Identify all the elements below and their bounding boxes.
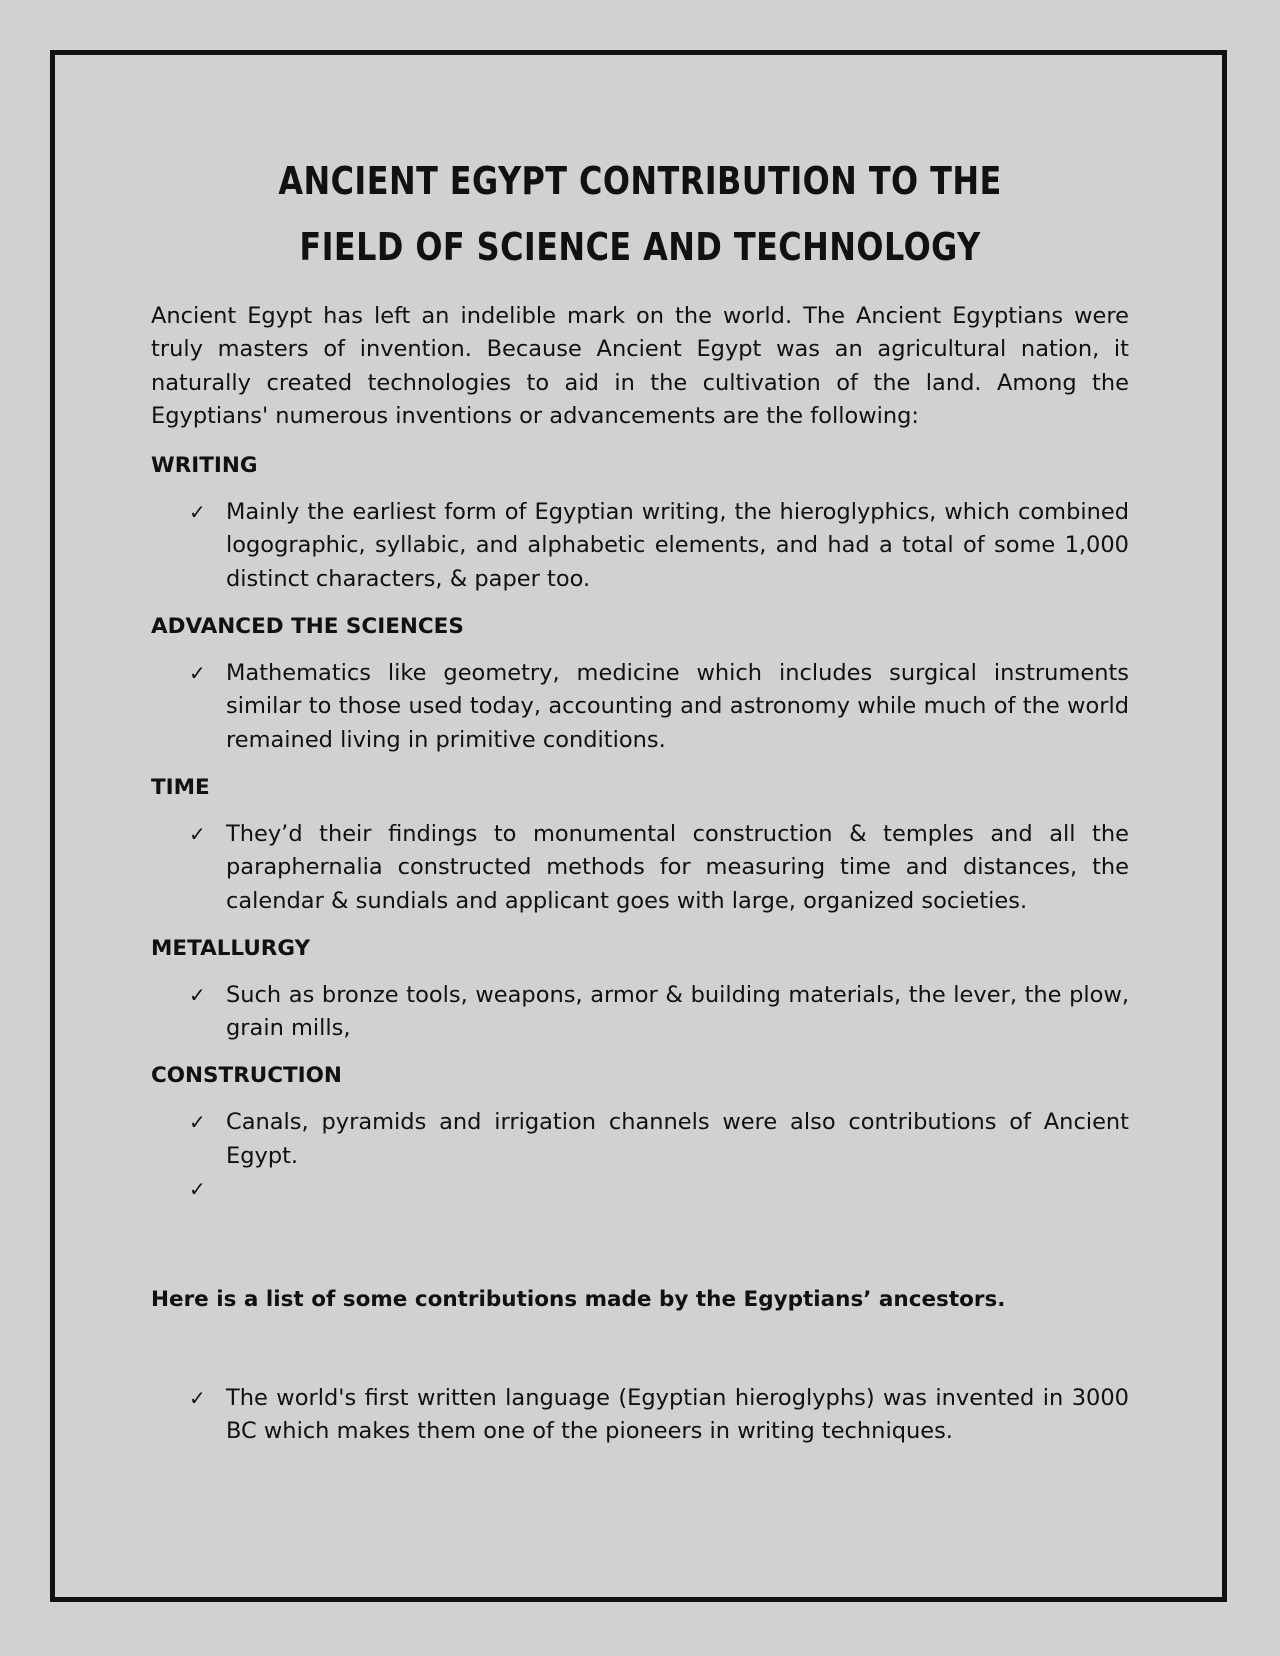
list-item [151,1382,1129,1449]
contributions-list [151,1382,1129,1449]
list-item [151,657,1129,757]
list-item-empty [151,1173,1129,1206]
checkmark-icon: ✓ [189,982,206,1007]
checkmark-icon: ✓ [189,500,206,525]
list-item [151,818,1129,918]
list-item [151,1106,1129,1173]
section-heading-time: TIME [151,774,210,800]
checkmark-icon: ✓ [189,821,206,846]
section-list-time [151,818,1129,918]
section-list-construction [151,1106,1129,1206]
document-body [151,300,1129,1206]
checkmark-icon: ✓ [189,661,206,686]
list-item-text: Such as bronze tools, weapons, armor & building materials, the lever, the plow, grain mills, [226,981,1129,1042]
section-heading-sciences: ADVANCED THE SCIENCES [151,614,464,640]
list-item [151,496,1129,596]
section-heading-writing: WRITING [151,453,258,479]
closing-statement: Here is a list of some contributions made by the Egyptians’ ancestors. [151,1287,1006,1312]
checkmark-icon: ✓ [189,1110,206,1135]
intro-paragraph: Ancient Egypt has left an indelible mark on the world. The Ancient Egyptians were truly masters of invention. Because Ancient Egypt was an agricultural nation, it naturally created technologies to aid in the cultivation of the land. Among the Egyptians' numerous inventions or advancements are the following: [151,303,1129,429]
list-item-text: Mathematics like geometry, medicine which includes surgical instruments similar to those used today, accounting and astronomy while much of the world remained living in primitive conditions. [226,660,1129,753]
section-list-writing [151,496,1129,596]
checkmark-icon: ✓ [189,1177,206,1202]
list-item-text: Mainly the earliest form of Egyptian writing, the hieroglyphics, which combined logographic, syllabic, and alphabetic elements, and had a total of some 1,000 distinct characters, & paper too. [226,499,1129,592]
section-list-sciences [151,657,1129,757]
document-title: ANCIENT EGYPT CONTRIBUTION TO THE FIELD OF SCIENCE AND TECHNOLOGY [278,159,1002,269]
list-item [151,979,1129,1046]
list-item-text: The world's first written language (Egyptian hieroglyphs) was invented in 3000 BC which makes them one of the pioneers in writing techniques. [226,1385,1129,1445]
checkmark-icon: ✓ [189,1386,206,1410]
list-item-text: They’d their findings to monumental construction & temples and all the paraphernalia constructed methods for measuring time and distances, the calendar & sundials and applicant goes with large, organized societies. [226,820,1129,914]
section-list-metallurgy [151,979,1129,1046]
section-heading-construction: CONSTRUCTION [151,1063,342,1089]
list-item-text: Canals, pyramids and irrigation channels were also contributions of Ancient Egypt. [226,1109,1129,1169]
section-heading-metallurgy: METALLURGY [151,935,311,961]
